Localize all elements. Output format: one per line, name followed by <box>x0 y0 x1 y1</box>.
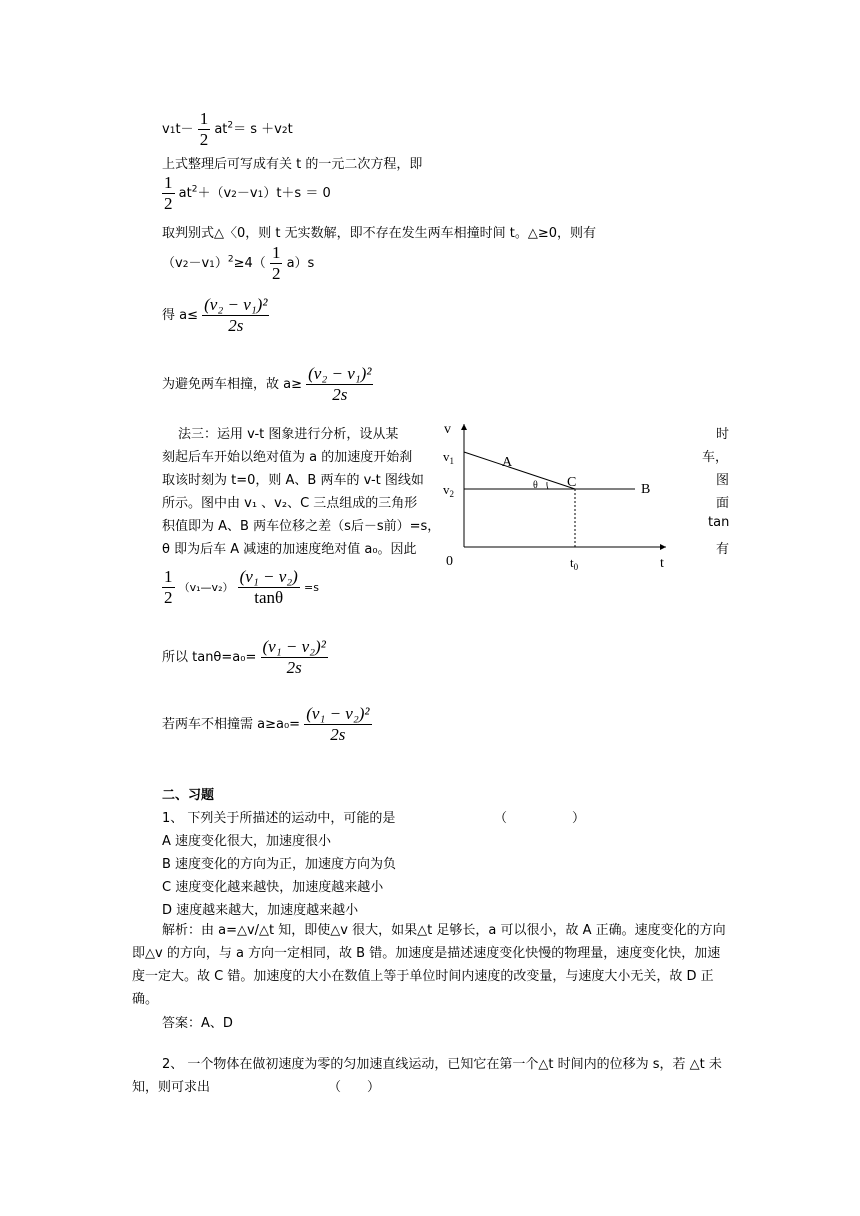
option-c: C 速度变化越来越快，加速度越来越小 <box>162 880 384 895</box>
equation-8: 若两车不相撞需 a≥a₀= $\frac{\text{(v₁ − v₂)²}}{2s}$ <box>162 704 370 744</box>
y-axis-label: v <box>444 422 451 437</box>
method3-right-word: tan <box>708 515 730 530</box>
method3-line: 取该时刻为 t=0，则 A、B 两车的 v-t 图线如 <box>162 473 424 488</box>
origin-label: 0 <box>446 554 453 569</box>
equation-2: $\frac{1}{2}$ $at^2+(v2-v1)t+s = 0$ <box>164 173 331 213</box>
line-b-label: B <box>641 482 651 497</box>
question-1-answer: 答案：A、D <box>162 1016 233 1031</box>
text-line-2: 取判别式△〈0，则 t 无实数解，即不存在发生两车相撞时间 t。△≥0，则有 <box>162 226 597 241</box>
line-a-label: A <box>502 455 513 470</box>
equation-1: v1t－ $\frac{1}{2}$ $at^2= s +v2t$ <box>162 109 293 149</box>
line-a <box>464 452 575 489</box>
method3-right-word: 图 <box>716 473 730 488</box>
equation-4: 得 a≤ $\frac{\text{(v₂ − v₁)²}}{2s}$ <box>162 295 268 335</box>
method3-right-word: 时 <box>716 427 730 442</box>
method3-line: 法三：运用 v-t 图象进行分析，设从某 <box>178 427 399 442</box>
method3-right-word: 面 <box>716 496 730 511</box>
t0-label: $t_0$ <box>570 555 579 572</box>
vt-graph <box>430 418 680 578</box>
question-1-stem: 1、 下列关于所描述的运动中，可能的是 <box>162 811 396 826</box>
question-1-analysis: 解析：由 a=△v/△t 知，即使△v 很大，如果△t 足够长，a 可以很小，故 A 正确。速度变化的方向即△v 的方向，与 a 方向一定相同，故 B 错。加速度是描述速度变化快慢的物理量，速度变化快，加速度一定大。故 C 错。加速度的大小在数值上等于单位时间内速度的改变量，与速度大小无关，故 D 正确。 <box>132 923 726 1007</box>
method3-line: 所示。图中由 v₁ 、v₂、C 三点组成的三角形 <box>162 496 418 511</box>
question-1-blank: （ ） <box>494 811 586 826</box>
method3-line: θ 即为后车 A 减速的加速度绝对值 a₀。因此 <box>162 542 417 557</box>
method3-right-word: 车， <box>702 450 729 465</box>
method3-right-word: 有 <box>716 542 730 557</box>
equation-6: $\frac{1}{2}$ （v₁—v₂） $\frac{\text{(v₁ − v₂)}}{\tan\theta}$ =s <box>164 567 319 607</box>
v1-label: $v_1$ <box>443 449 454 466</box>
option-a: A 速度变化很大，加速度很小 <box>162 834 332 849</box>
section-heading: 二、习题 <box>162 788 215 803</box>
equation-7: 所以 tanθ=a₀= $\frac{\text{(v₁ − v₂)²}}{2s}$ <box>162 637 326 677</box>
theta-arc <box>547 482 548 489</box>
question-2-stem: 2、 一个物体在做初速度为零的匀加速直线运动，已知它在第一个△t 时间内的位移为 s，若 △t 未知，则可求出 （ ） <box>132 1057 722 1095</box>
option-b: B 速度变化的方向为正，加速度方向为负 <box>162 857 397 872</box>
theta-label: θ <box>533 480 538 491</box>
equation-5: 为避免两车相撞，故 a≥ $\frac{\text{(v₂ − v₁)²}}{2s}$ <box>162 364 372 404</box>
question-2-blank: （ ） <box>328 1080 381 1095</box>
x-axis-label: t <box>660 556 664 571</box>
text-line-1: 上式整理后可写成有关 t 的一元二次方程，即 <box>162 157 423 172</box>
v2-label: $v_2$ <box>443 482 454 499</box>
equation-3: $(v2-v1)^2\ge 4$（ $\frac{1}{2}$ a）s <box>162 243 315 283</box>
method3-line: 积值即为 A、B 两车位移之差（s后－s前）=s， <box>162 519 441 534</box>
option-d: D 速度越来越大，加速度越来越小 <box>162 903 359 918</box>
method3-line: 刻起后车开始以绝对值为 a 的加速度开始刹 <box>162 450 413 465</box>
point-c-label: C <box>567 475 577 490</box>
